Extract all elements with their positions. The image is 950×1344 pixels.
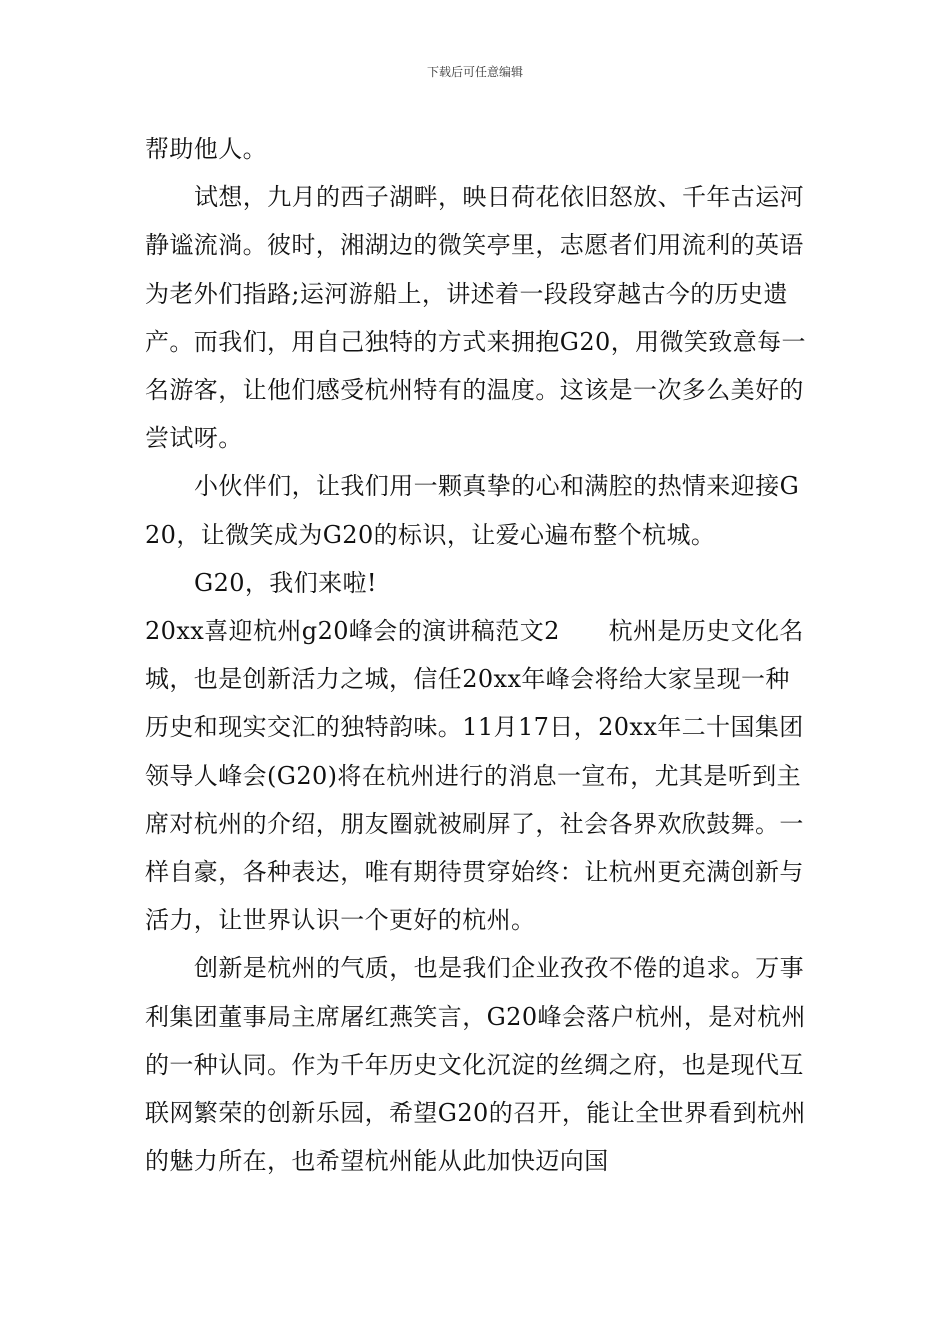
paragraph: 20xx喜迎杭州g20峰会的演讲稿范文2 杭州是历史文化名城，也是创新活力之城，信任20xx年峰会将给大家呈现一种历史和现实交汇的独特韵味。11月17日，20xx年二十国集团领导人峰会(G20)将在杭州进行的消息一宣布，尤其是听到主席对杭州的介绍，朋友圈就被刷屏了，社会各界欢欣鼓舞。一样自豪，各种表达，唯有期待贯穿始终：让杭州更充满创新与活力，让世界认识一个更好的杭州。 [145, 617, 804, 935]
paragraph: G20，我们来啦! [194, 568, 377, 597]
page-header-note: 下载后可任意编辑 [426, 65, 523, 79]
paragraph: 创新是杭州的气质，也是我们企业孜孜不倦的追求。万事利集团董事局主席屠红燕笑言，G20峰会落户杭州，是对杭州的一种认同。作为千年历史文化沉淀的丝绸之府，也是现代互联网繁荣的创新乐园，希望G20的召开，能让全世界看到杭州的魅力所在，也希望杭州能从此加快迈向国 [145, 954, 806, 1176]
paragraph: 小伙伴们，让我们用一颗真挚的心和满腔的热情来迎接G20，让微笑成为G20的标识，让爱心遍布整个杭城。 [145, 472, 800, 549]
paragraph: 帮助他人。 [145, 135, 267, 163]
document-body [145, 125, 810, 1185]
paragraph: 试想，九月的西子湖畔，映日荷花依旧怒放、千年古运河静谧流淌。彼时，湘湖边的微笑亭里，志愿者们用流利的英语为老外们指路;运河游船上，讲述着一段段穿越古今的历史遗产。而我们，用自己独特的方式来拥抱G20，用微笑致意每一名游客，让他们感受杭州特有的温度。这该是一次多么美好的尝试呀。 [145, 183, 806, 453]
